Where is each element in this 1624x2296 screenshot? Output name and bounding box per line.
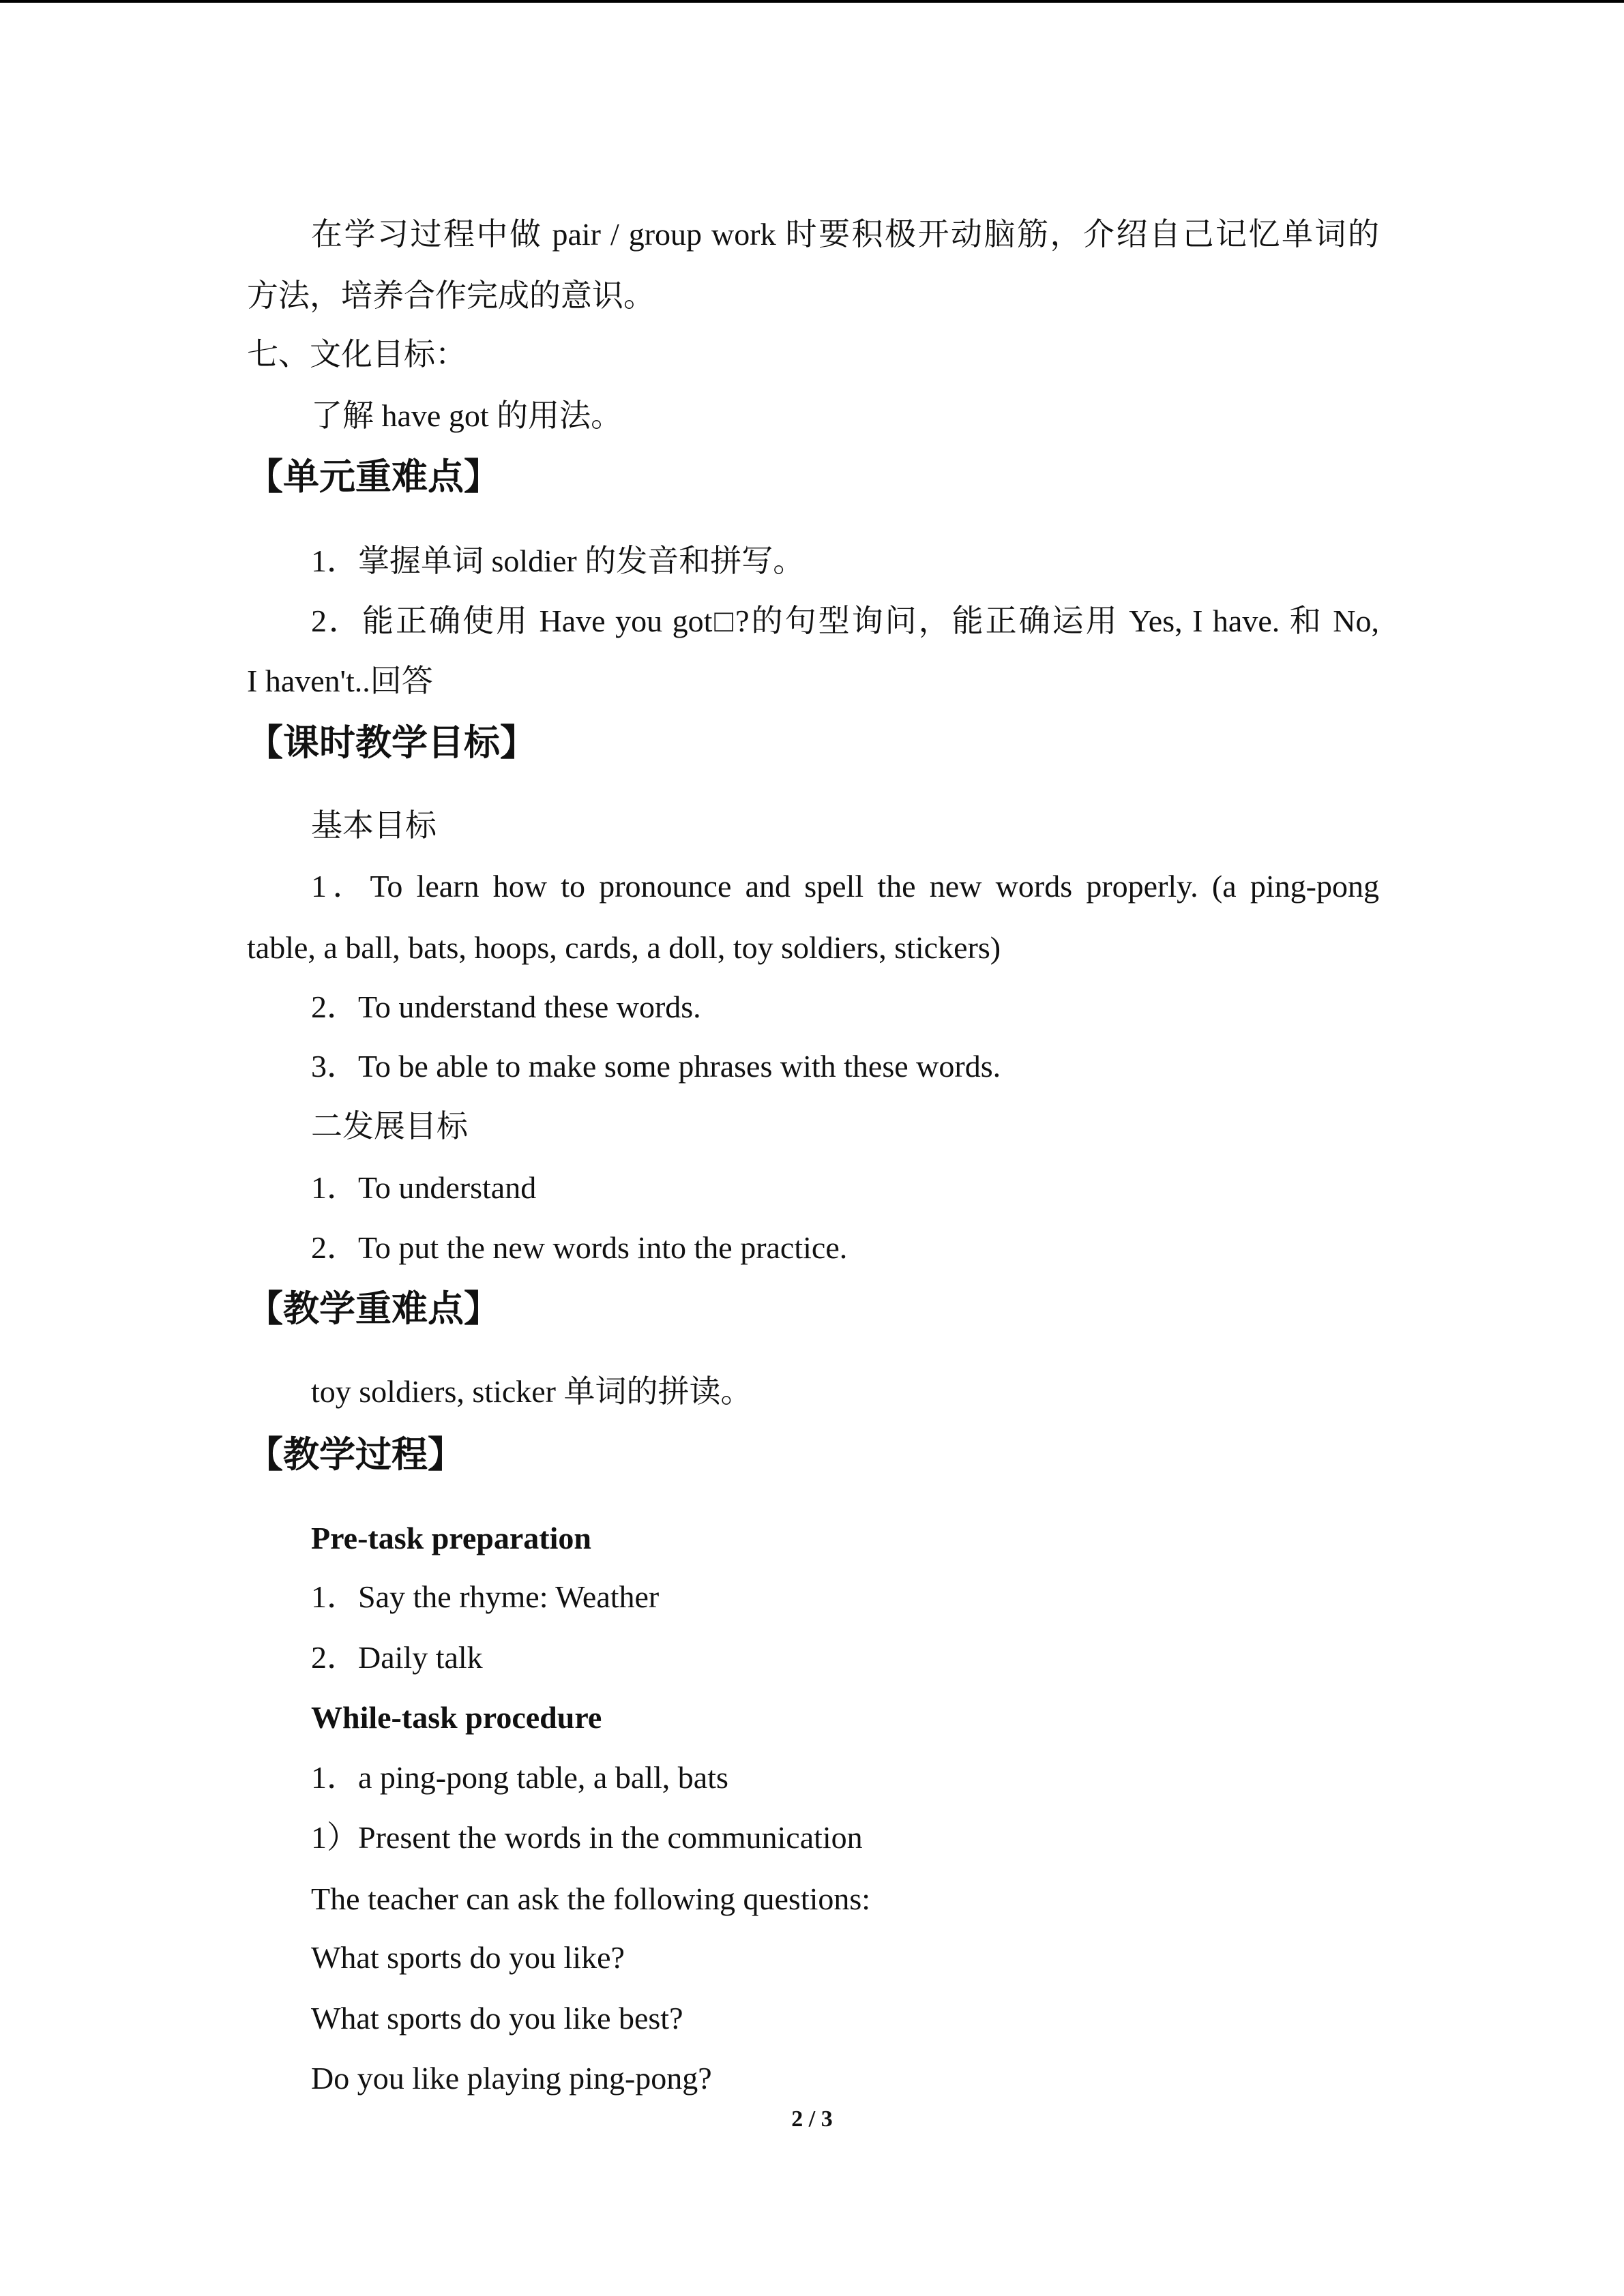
basic-objective-2: 2．To understand these words. [311,989,701,1024]
while-task-item-4: What sports do you like? [311,1940,625,1975]
pre-task-label: Pre-task preparation [311,1521,591,1555]
paragraph-pair-work: 在学习过程中做 pair / group work 时要积极开动脑筋，介绍自己记忆单词的 [311,217,1379,252]
unit-key-point-2: 2．能正确使用 Have you got□?的句型询问，能正确运用 Yes, I have. 和 No, [311,603,1379,638]
culture-goal-label: 七、文化目标： [247,337,467,372]
culture-goal-text: 了解 have got 的用法。 [311,398,623,433]
unit-key-point-2-cont: I haven't..回答 [247,664,433,698]
while-task-item-2: 1）Present the words in the communication [311,1820,863,1855]
heading-unit-key-points: 【单元重难点】 [247,456,500,498]
basic-objective-3: 3．To be able to make some phrases with these words. [311,1049,1001,1084]
page-number: 2 / 3 [791,2106,833,2132]
heading-lesson-objectives: 【课时教学目标】 [247,722,536,764]
pre-task-item-1: 1．Say the rhyme: Weather [311,1579,660,1614]
while-task-item-3: The teacher can ask the following questions: [311,1881,871,1916]
development-objective-2: 2．To put the new words into the practice. [311,1230,848,1265]
heading-teaching-key-points: 【教学重难点】 [247,1288,500,1330]
basic-objective-1: 1．To learn how to pronounce and spell the new words properly. (a ping-pong [311,869,1379,904]
while-task-item-6: Do you like playing ping-pong? [311,2061,712,2096]
teaching-key-points-text: toy soldiers, sticker 单词的拼读。 [311,1374,752,1409]
unit-key-point-1: 1．掌握单词 soldier 的发音和拼写。 [311,543,805,578]
basic-objective-1-cont: table, a ball, bats, hoops, cards, a doll, toy soldiers, stickers) [247,930,1001,965]
heading-teaching-process: 【教学过程】 [247,1434,464,1476]
while-task-item-1: 1．a ping-pong table, a ball, bats [311,1760,728,1795]
pre-task-item-2: 2．Daily talk [311,1640,483,1675]
development-objective-1: 1．To understand [311,1170,537,1205]
while-task-label: While-task procedure [311,1700,602,1735]
development-objectives-label: 二发展目标 [311,1109,468,1144]
basic-objectives-label: 基本目标 [311,808,437,843]
paragraph-pair-work-cont: 方法，培养合作完成的意识。 [247,278,655,313]
while-task-item-5: What sports do you like best? [311,2001,683,2036]
